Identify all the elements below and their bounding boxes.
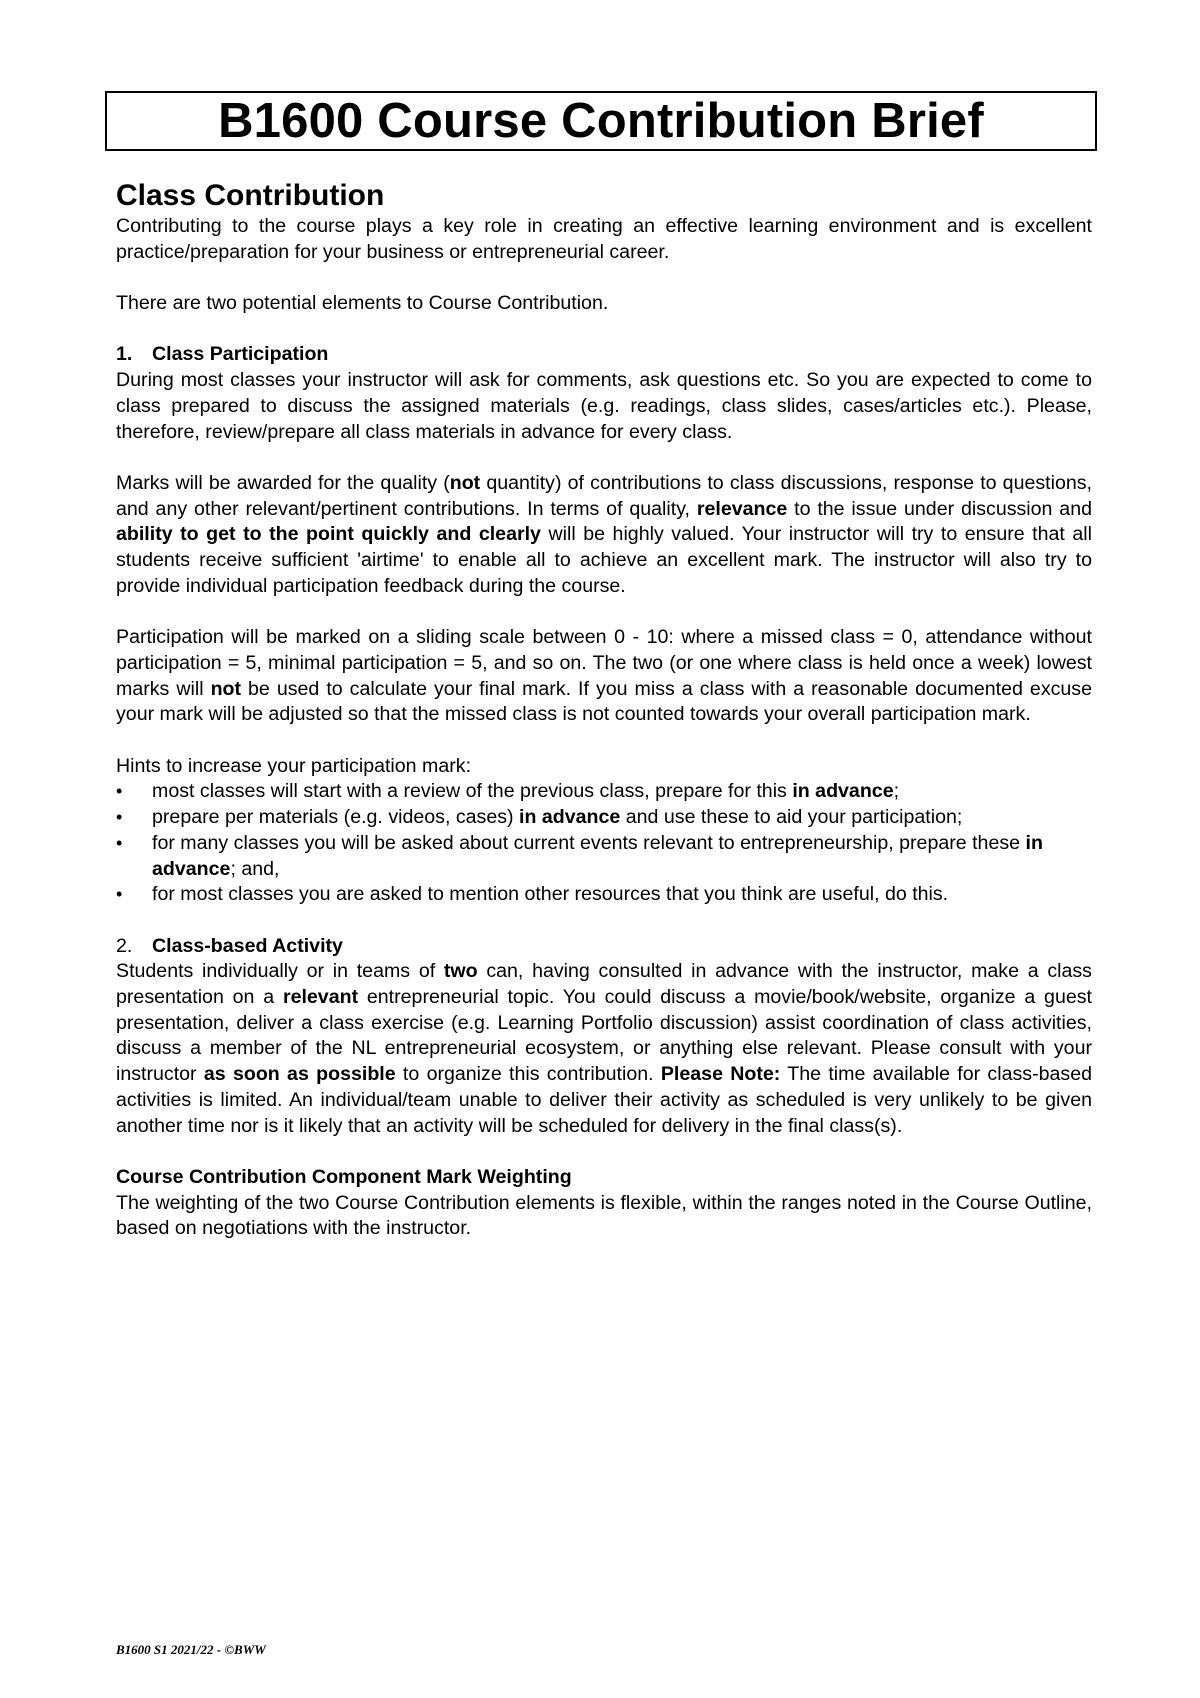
section1-paragraph3: Participation will be marked on a sliding scale between 0 - 10: where a missed class = 0, attendance without participation = 5, minimal participation = 5, and so on. The two (or one where class is held once a week) lowest marks will not be used to calculate your final mark. If you miss a class with a reasonable documented excuse your mark will be adjusted so that the missed class is not counted towards your overall participation mark. [116,626,1093,726]
weighting-paragraph: The weighting of the two Course Contribution elements is flexible, within the ranges noted in the Course Outline, based on negotiations with the instructor. [116,1191,1092,1240]
document-body [116,178,1092,1242]
intro-paragraph: Contributing to the course plays a key role in creating an effective learning environment and is excellent practice/preparation for your business or entrepreneurial career. [116,215,1092,263]
section-heading: Class Contribution [116,179,385,212]
section2-title: Class-based Activity [152,934,343,957]
list-item: • for many classes you will be asked about current events relevant to entrepreneurship, prepare these in advance; and, [116,831,1043,880]
section2-paragraph: Students individually or in teams of two can, having consulted in advance with the instructor, make a class presentation on a relevant entrepreneurial topic. You could discuss a movie/book/website, organize a guest presentation, deliver a class exercise (e.g. Learning Portfolio discussion) assist coordination of class activities, discuss a member of the NL entrepreneurial ecosystem, or anything else relevant. Please consult with your instructor as soon as possible to organize this contribution. Please Note: The time available for class-based activities is limited. An individual/team unable to deliver their activity as scheduled is very unlikely to be given another time nor is it likely that an activity will be scheduled for delivery in the final class(s). [116,960,1092,1137]
page-footer: B1600 S1 2021/22 - ©BWW [116,1642,266,1657]
section1-number: 1. [116,343,133,366]
bullet-icon: • [116,832,123,853]
weighting-heading: Course Contribution Component Mark Weighting [116,1165,572,1188]
bullet-icon: • [116,807,123,828]
section2-number: 2. [116,934,133,957]
bullet-icon: • [116,884,123,905]
document-title: B1600 Course Contribution Brief [218,94,984,148]
section1-paragraph2: Marks will be awarded for the quality (not quantity) of contributions to class discussions, response to questions, and any other relevant/pertinent contributions. In terms of quality, relevance to the issue under discussion and ability to get to the point quickly and clearly will be highly valued. Your instructor will try to ensure that all students receive sufficient 'airtime' to enable all to achieve an excellent mark. The instructor will also try to provide individual participation feedback during the course. [116,471,1093,597]
elements-intro: There are two potential elements to Course Contribution. [116,292,609,315]
list-item: • for most classes you are asked to mention other resources that you think are useful, do this. [116,882,1092,908]
section1-paragraph1: During most classes your instructor will ask for comments, ask questions etc. So you are expected to come to class prepared to discuss the assigned materials (e.g. readings, class slides, cases/articles etc.). Please, therefore, review/prepare all class materials in advance for every class. [116,369,1092,443]
title-box [105,91,1097,151]
bullet-icon: • [116,781,123,802]
section1-heading [116,342,1092,368]
list-item: • most classes will start with a review of the previous class, prepare for this in advance; [116,779,1092,805]
list-item: • prepare per materials (e.g. videos, cases) in advance and use these to aid your participation; [116,805,1092,831]
hints-list [116,779,1092,908]
hints-intro: Hints to increase your participation mark: [116,754,472,777]
section2-heading [116,934,1092,960]
section1-title: Class Participation [152,343,329,366]
